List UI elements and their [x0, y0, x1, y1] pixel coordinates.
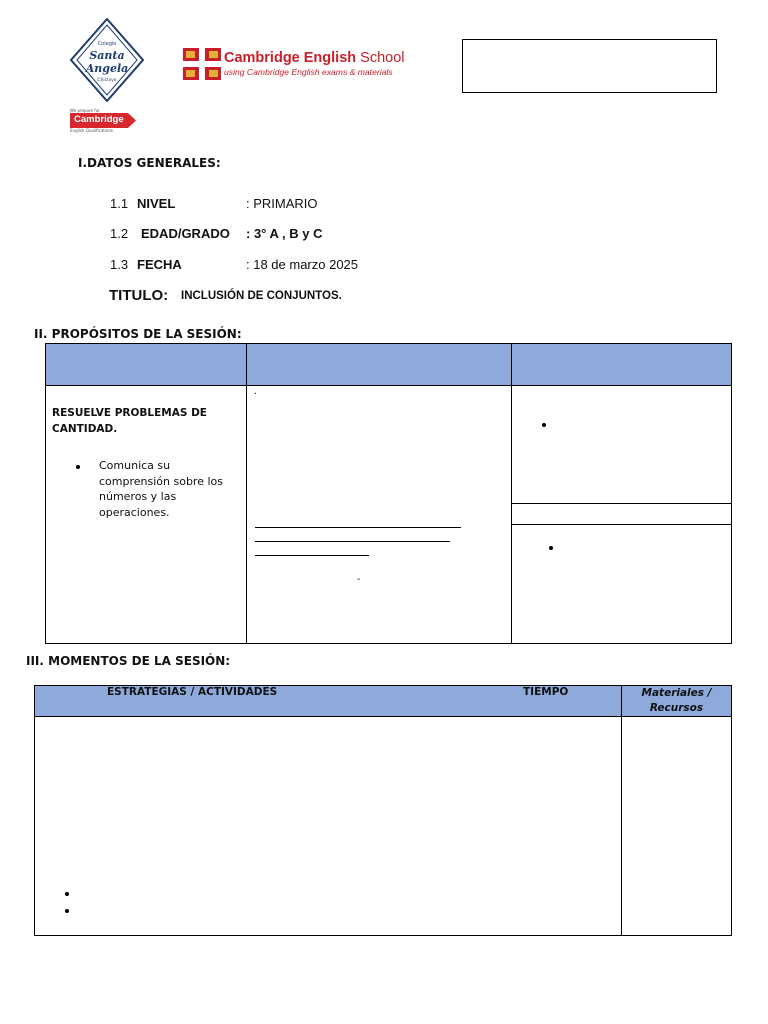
underline-3	[255, 555, 369, 556]
school-logo-line2: Santa	[89, 49, 125, 62]
cambridge-title-b: School	[360, 50, 405, 67]
propositos-table	[45, 343, 732, 644]
dot-mark: .	[253, 386, 257, 397]
prop-header-cell-3	[512, 344, 732, 386]
propositos-heading: II. PROPÓSITOS DE LA SESIÓN:	[34, 327, 242, 341]
datos-generales-heading: I.DATOS GENERALES:	[78, 156, 221, 170]
datos-row-fecha	[110, 257, 359, 272]
datos-row-grado	[110, 226, 323, 241]
top-right-box	[462, 39, 717, 93]
row-num: 1.2	[110, 226, 129, 241]
school-logo-line4: Chiclayo	[97, 78, 117, 83]
row-num: 1.1	[110, 196, 129, 211]
row-value: : 18 de marzo 2025	[246, 257, 359, 272]
cambridge-small-top: We prepare for	[70, 108, 100, 113]
row-value: : PRIMARIO	[246, 196, 318, 211]
cambridge-qualifications-logo	[70, 108, 140, 133]
prop-header-cell-2	[246, 344, 512, 386]
school-logo-line3: Angela	[85, 62, 129, 75]
competencia-cell	[46, 386, 247, 644]
tiempo-label: TIEMPO	[523, 686, 569, 698]
cambridge-subtitle: using Cambridge English exams & materials	[224, 66, 393, 77]
bullet-icon	[542, 423, 546, 427]
evidencia-divider-band	[512, 503, 731, 525]
momentos-table	[34, 685, 732, 936]
row-num: 1.3	[110, 257, 129, 272]
bullet-icon	[65, 909, 69, 913]
bullet-icon	[76, 465, 80, 469]
underline-2	[255, 541, 450, 542]
bullet-icon	[65, 892, 69, 896]
row-label: NIVEL	[137, 196, 176, 211]
row-label: EDAD/GRADO	[141, 226, 230, 241]
datos-row-nivel	[110, 196, 318, 211]
estrategias-header	[35, 686, 622, 717]
titulo-label: TITULO:	[109, 287, 169, 304]
titulo-row	[109, 287, 342, 305]
evidencia-cell	[512, 386, 732, 644]
estrategias-label: ESTRATEGIAS / ACTIVIDADES	[107, 686, 278, 698]
school-logo-line1: Colegio	[97, 41, 117, 47]
materiales-label: Materiales / Recursos	[641, 687, 712, 714]
row-label: FECHA	[137, 257, 182, 272]
cambridge-small-bottom: English Qualifications	[70, 128, 113, 133]
cambridge-english-school-logo	[183, 48, 405, 80]
cambridge-shield-icon	[183, 48, 221, 80]
row-value: : 3° A , B y C	[246, 226, 323, 241]
bullet-icon	[549, 546, 553, 550]
prop-header-cell-1	[46, 344, 247, 386]
school-logo	[70, 18, 144, 102]
competencia-text: RESUELVE PROBLEMAS DE CANTIDAD.	[52, 407, 207, 435]
underline-1	[255, 527, 461, 528]
capacidad-text: Comunica su comprensión sobre los números y las operaciones.	[99, 459, 223, 519]
materiales-header	[622, 686, 732, 717]
materiales-body	[622, 717, 732, 936]
estrategias-body	[35, 717, 622, 936]
cambridge-title-a: Cambridge English	[224, 50, 361, 67]
cambridge-small-name: Cambridge	[74, 114, 124, 125]
titulo-value: INCLUSIÓN DE CONJUNTOS.	[181, 290, 342, 302]
desempeno-cell	[246, 386, 512, 644]
momentos-heading: III. MOMENTOS DE LA SESIÓN:	[26, 654, 231, 668]
dash-mark: -	[356, 574, 361, 585]
